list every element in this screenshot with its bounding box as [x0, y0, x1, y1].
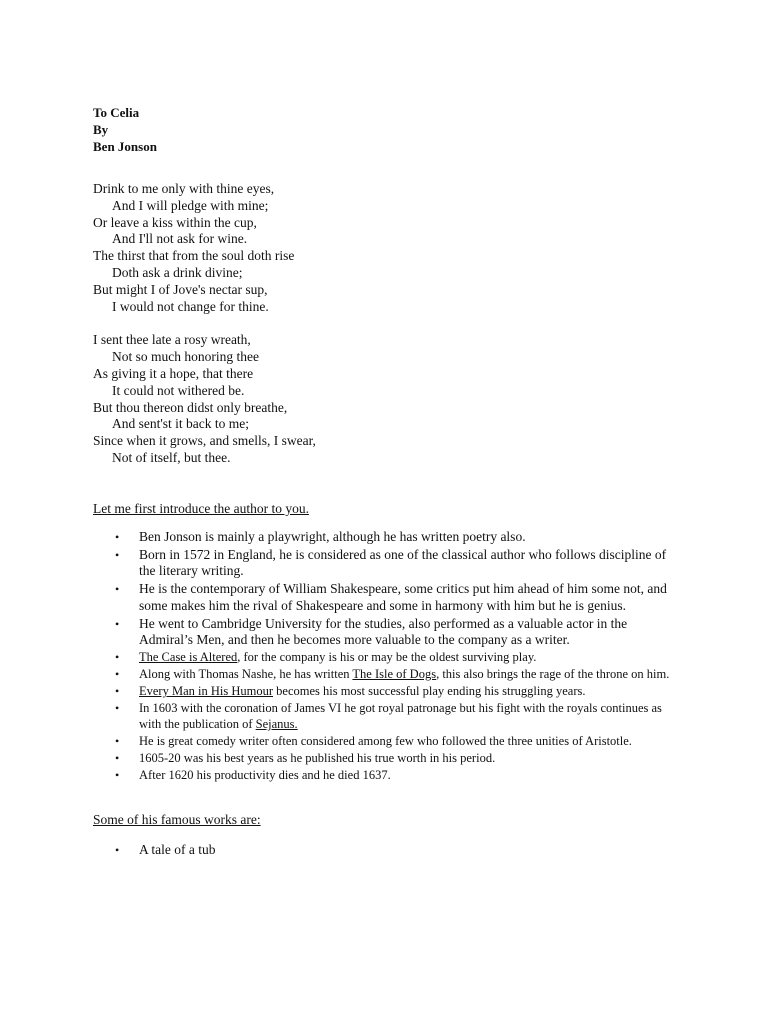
author-name: Ben Jonson [93, 139, 157, 154]
bullet-icon: • [115, 843, 120, 858]
poem-line: I sent thee late a rosy wreath, [93, 332, 251, 348]
stanza-1 [93, 181, 673, 315]
list-item [93, 768, 673, 784]
list-item-text: Ben Jonson is mainly a playwright, although he has written poetry also. [139, 528, 526, 544]
list-item-text: Born in 1572 in England, he is considered as one of the classical author who follows discipline of the literary writing. [139, 546, 667, 579]
list-item [93, 581, 673, 614]
list-item [93, 684, 673, 700]
play-title: The Case is Altered [139, 650, 238, 665]
bullet-icon: • [115, 767, 120, 782]
bullet-icon: • [115, 684, 120, 699]
list-item [93, 650, 673, 666]
bullet-icon: • [115, 750, 120, 765]
poem-title: To Celia [93, 105, 140, 120]
poem-line: As giving it a hope, that there [93, 365, 254, 381]
bullet-icon: • [115, 582, 120, 597]
poem-line: Or leave a kiss within the cup, [93, 214, 257, 230]
list-item-text: He is the contemporary of William Shakespeare, some critics put him ahead of him some not, and some makes him the rival of Shakespeare and some in harmony with him but he is genius. [139, 581, 667, 613]
play-title: Every Man in His Humour [139, 684, 274, 699]
poem-line: Since when it grows, and smells, I swear, [93, 433, 316, 449]
poem-line: But might I of Jove's nectar sup, [93, 281, 268, 297]
poem-line: Not of itself, but thee. [112, 449, 231, 465]
bullet-icon: • [115, 650, 120, 665]
list-item-text: In 1603 with the coronation of James VI he got royal patronage but his fight with the royals continues as with the publication of [139, 701, 662, 731]
poem-line: But thou thereon didst only breathe, [93, 399, 288, 415]
byline-label: By [93, 122, 109, 137]
list-item-text: becomes his most successful play ending his struggling years. [273, 684, 586, 699]
poem [93, 181, 673, 467]
bullet-icon: • [115, 667, 120, 682]
bullet-icon: • [115, 547, 120, 562]
poem-line: Not so much honoring thee [112, 349, 259, 365]
poem-line: And sent'st it back to me; [112, 416, 250, 432]
bullet-icon: • [115, 701, 120, 716]
list-item-text: , for the company is his or may be the oldest surviving play. [237, 650, 537, 665]
author-facts-list [93, 529, 673, 784]
poem-line: Drink to me only with thine eyes, [93, 181, 275, 196]
list-item [93, 667, 673, 683]
author-intro-heading: Let me first introduce the author to you. [93, 500, 309, 516]
bullet-icon: • [115, 616, 120, 631]
title-block [93, 104, 673, 155]
poem-line: And I will pledge with mine; [112, 197, 269, 213]
list-item-text: Along with Thomas Nashe, he has written [139, 667, 353, 682]
list-item-text: 1605-20 was his best years as he published his true worth in his period. [139, 750, 496, 765]
list-item [93, 701, 673, 732]
list-item [93, 547, 673, 580]
famous-works-heading: Some of his famous works are: [93, 812, 261, 828]
list-item [93, 734, 673, 750]
list-item-text: He went to Cambridge University for the studies, also performed as a valuable actor in the Admiral’s Men, and then he becomes more valuable to the company as a writer. [139, 615, 628, 648]
list-item [93, 616, 673, 649]
play-title: Sejanus. [255, 716, 298, 731]
list-item-text: After 1620 his productivity dies and he died 1637. [139, 767, 391, 782]
poem-line: And I'll not ask for wine. [112, 231, 248, 247]
bullet-icon: • [115, 529, 120, 544]
play-title: The Isle of Dogs [352, 667, 437, 682]
list-item-text: He is great comedy writer often considered among few who followed the three unities of Aristotle. [139, 733, 632, 748]
document-page [93, 104, 673, 860]
list-item [93, 529, 673, 546]
poem-line: The thirst that from the soul doth rise [93, 248, 295, 264]
poem-line: It could not withered be. [112, 382, 245, 398]
list-item [93, 842, 673, 859]
stanza-2 [93, 332, 673, 466]
list-item-text: , this also brings the rage of the throne on him. [436, 667, 670, 682]
poem-line: Doth ask a drink divine; [112, 264, 243, 280]
poem-line: I would not change for thine. [112, 298, 269, 314]
list-item [93, 751, 673, 767]
bullet-icon: • [115, 733, 120, 748]
list-item-text: A tale of a tub [139, 842, 216, 858]
famous-works-list [93, 842, 673, 859]
